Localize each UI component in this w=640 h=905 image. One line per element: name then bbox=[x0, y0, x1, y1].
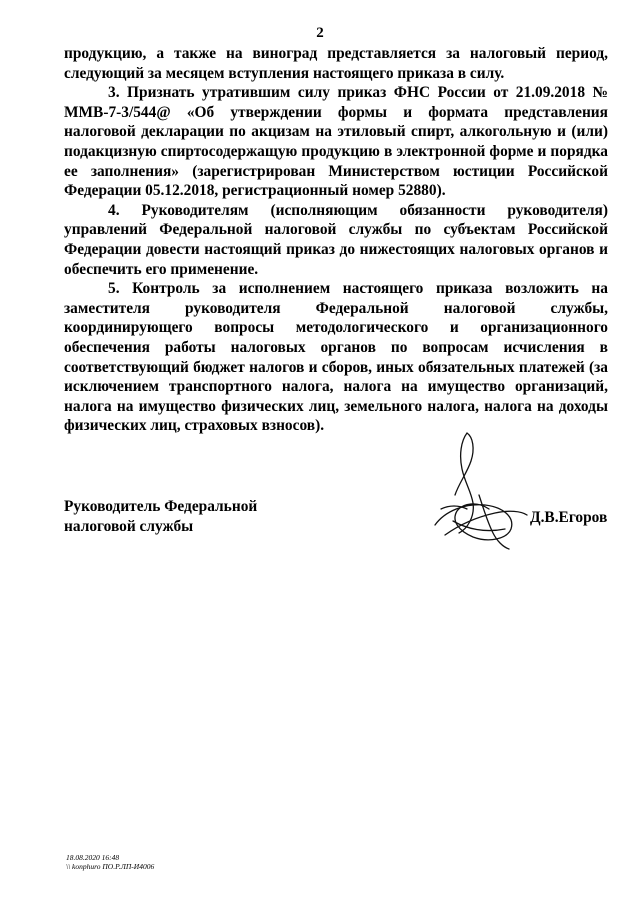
footer-file-path: \\ konphuro ПО.Р.ЛП-И4006 bbox=[66, 862, 155, 871]
paragraph-5: 5. Контроль за исполнением настоящего приказа возложить на заместителя руководителя Федеральной налоговой службы, координирующего вопросы методологического и организационного обеспечения работы налоговых органов по вопросам исчисления в соответствующий бюджет налогов и сборов, иных обязательных платежей (за исключением транспортного налога, налога на имущество организаций, налога на имущество физических лиц, земельного налога, налога на доходы физических лиц, страховых взносов). bbox=[64, 280, 608, 435]
signatory-title-line-2: налоговой службы bbox=[64, 517, 194, 535]
signatory-name: Д.В.Егоров bbox=[530, 509, 608, 526]
signatory-title-line-1: Руководитель Федеральной bbox=[64, 498, 258, 515]
paragraph-3: 3. Признать утратившим силу приказ ФНС России от 21.09.2018 № ММВ-7-3/544@ «Об утверждении формы и формата представления налоговой декларации по акцизам на этиловый спирт, алкогольную и (или) подакцизную спиртосодержащую продукцию в электронной форме и порядка ее заполнения» (зарегистрирован Министерством юстиции Российской Федерации 05.12.2018, регистрационный номер 52880). bbox=[64, 84, 608, 200]
document-body bbox=[64, 44, 608, 436]
paragraph-4: 4. Руководителям (исполняющим обязанности руководителя) управлений Федеральной налоговой службы по субъектам Российской Федерации довести настоящий приказ до нижестоящих налоговых органов и обеспечить его применение. bbox=[64, 201, 608, 278]
handwritten-signature bbox=[415, 425, 540, 555]
page-number: 2 bbox=[316, 25, 324, 41]
footer-timestamp: 18.08.2020 16:48 bbox=[66, 853, 120, 862]
paragraph-continuation: продукцию, а также на виноград представляется за налоговый период, следующий за месяцем вступления настоящего приказа в силу. bbox=[64, 45, 608, 82]
signatory-title bbox=[64, 497, 257, 536]
document-footer bbox=[66, 853, 154, 871]
